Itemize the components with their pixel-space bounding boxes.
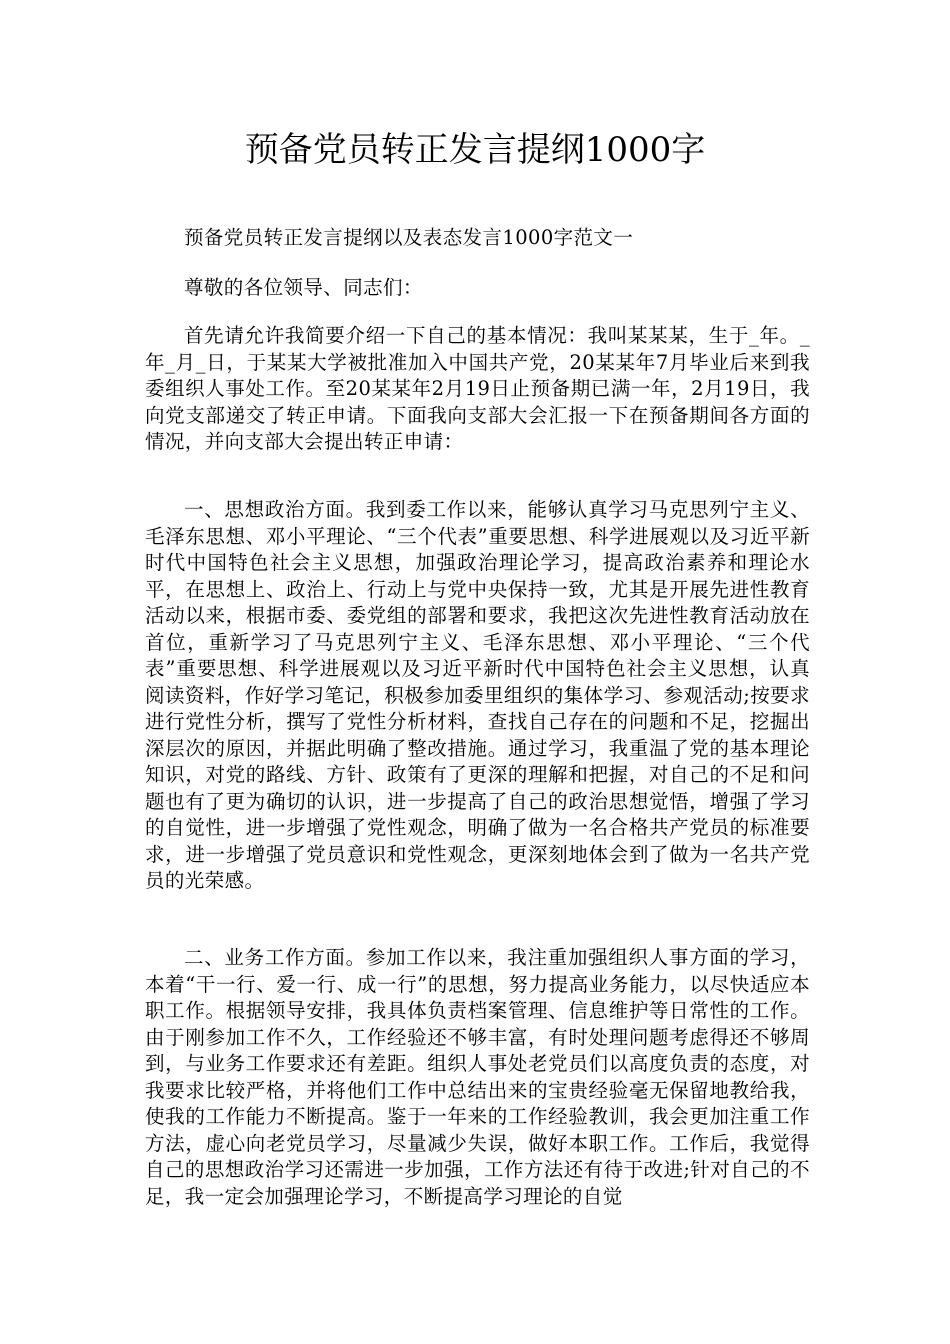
document-subtitle: 预备党员转正发言提纲以及表态发言1000字范文一 (184, 226, 634, 249)
document-title: 预备党员转正发言提纲1000字 (244, 130, 706, 170)
paragraph-work: 二、业务工作方面。参加工作以来，我注重加强组织人事方面的学习，本着“干一行、爱一行、成一行”的思想，努力提高业务能力，以尽快适应本职工作。根据领导安排，我具体负责档案管理、信息维护等日常性的工作。由于刚参加工作不久，工作经验还不够丰富，有时处理问题考虑得还不够周到，与业务工作要求还有差距。组织人事处老党员们以高度负责的态度，对我要求比较严格，并将他们工作中总结出来的宝贵经验毫无保留地教给我，使我的工作能力不断提高。鉴于一年来的工作经验教训，我会更加注重工作方法，虚心向老党员学习，尽量减少失误，做好本职工作。工作后，我觉得自己的思想政治学习还需进一步加强，工作方法还有待于改进;针对自己的不足，我一定会加强理论学习，不断提高学习理论的自觉 (145, 946, 810, 1208)
paragraph-political-thought: 一、思想政治方面。我到委工作以来，能够认真学习马克思列宁主义、毛泽东思想、邓小平理论、“三个代表”重要思想、科学进展观以及习近平新时代中国特色社会主义思想，加强政治理论学习，提高政治素养和理论水平，在思想上、政治上、行动上与党中央保持一致，尤其是开展先进性教育活动以来，根据市委、委党组的部署和要求，我把这次先进性教育活动放在首位，重新学习了马克思列宁主义、毛泽东思想、邓小平理论、“三个代表”重要思想、科学进展观以及习近平新时代中国特色社会主义思想，认真阅读资料，作好学习笔记，积极参加委里组织的集体学习、参观活动;按要求进行党性分析，撰写了党性分析材料，查找自己存在的问题和不足，挖掘出深层次的原因，并据此明确了整改措施。通过学习，我重温了党的基本理论知识，对党的路线、方针、政策有了更深的理解和把握，对自己的不足和问题也有了更为确切的认识，进一步提高了自己的政治思想觉悟，增强了学习的自觉性，进一步增强了党性观念，明确了做为一名合格共产党员的标准要求，进一步增强了党员意识和党性观念，更深刻地体会到了做为一名共产党员的光荣感。 (145, 498, 810, 892)
paragraph-introduction: 首先请允许我简要介绍一下自己的基本情况：我叫某某某，生于_年。_年_月_日，于某某大学被批准加入中国共产党，20某某年7月毕业后来到我委组织人事处工作。至20某某年2月19日止预备期已满一年，2月19日，我向党支部递交了转正申请。下面我向支部大会汇报一下在预备期间各方面的情况，并向支部大会提出转正申请： (145, 324, 810, 453)
greeting-line: 尊敬的各位领导、同志们： (184, 276, 423, 299)
